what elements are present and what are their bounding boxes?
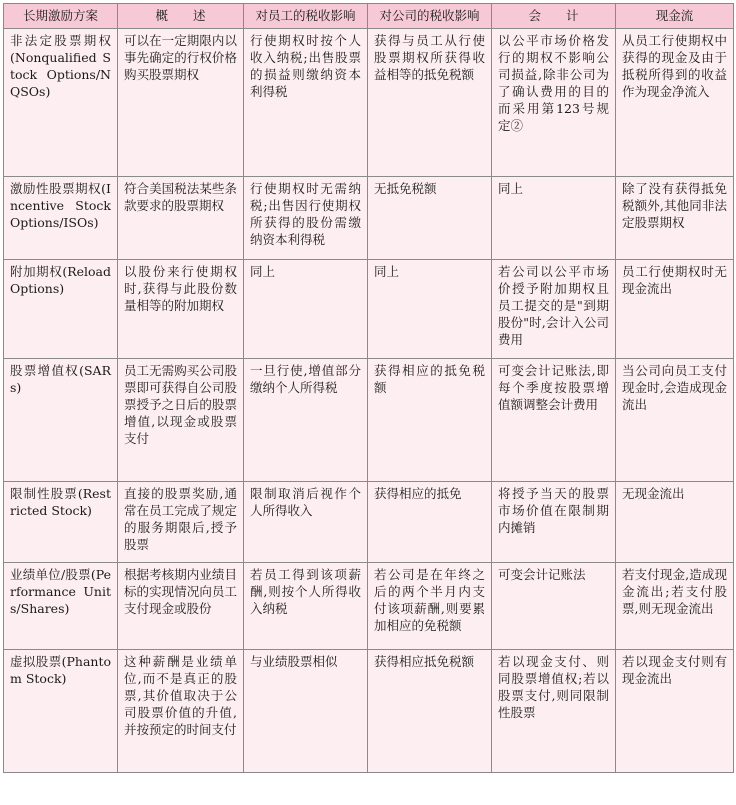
cell-plan: 股票增值权(SARs): [4, 359, 118, 482]
cell-plan: 限制性股票(Restricted Stock): [4, 482, 118, 563]
cell-employee-tax: 同上: [244, 260, 368, 359]
cell-accounting: 可变会计记账法,即每个季度按股票增值额调整会计费用: [492, 359, 616, 482]
cell-cash-flow: 若以现金支付则有现金流出: [616, 650, 734, 773]
cell-overview: 员工无需购买公司股票即可获得自公司股票授予之日后的股票增值,以现金或股票支付: [118, 359, 244, 482]
cell-employee-tax: 一旦行使,增值部分缴纳个人所得税: [244, 359, 368, 482]
cell-plan: 业绩单位/股票(Performance Units/Shares): [4, 563, 118, 650]
cell-company-tax: 获得相应的抵免: [368, 482, 492, 563]
cell-company-tax: 同上: [368, 260, 492, 359]
cell-accounting: 将授予当天的股票市场价值在限制期内摊销: [492, 482, 616, 563]
cell-employee-tax: 若员工得到该项薪酬,则按个人所得收入纳税: [244, 563, 368, 650]
cell-overview: 以股份来行使期权时,获得与此股份数量相等的附加期权: [118, 260, 244, 359]
cell-accounting: 同上: [492, 177, 616, 260]
cell-plan: 虚拟股票(Phantom Stock): [4, 650, 118, 773]
cell-company-tax: 无抵免税额: [368, 177, 492, 260]
cell-cash-flow: 当公司向员工支付现金时,会造成现金流出: [616, 359, 734, 482]
cell-cash-flow: 若支付现金,造成现金流出;若支付股票,则无现金流出: [616, 563, 734, 650]
cell-employee-tax: 行使期权时按个人收入纳税;出售股票的损益则缴纳资本利得税: [244, 29, 368, 177]
header-employee-tax: 对员工的税收影响: [244, 4, 368, 29]
cell-company-tax: 若公司是在年终之后的两个半月内支付该项薪酬,则要累加相应的免税额: [368, 563, 492, 650]
table-row: [4, 177, 734, 260]
cell-employee-tax: 限制取消后视作个人所得收入: [244, 482, 368, 563]
header-cash-flow: 现金流: [616, 4, 734, 29]
header-row: [4, 4, 734, 29]
cell-company-tax: 获得相应抵免税额: [368, 650, 492, 773]
cell-cash-flow: 员工行使期权时无现金流出: [616, 260, 734, 359]
cell-overview: 符合美国税法某些条款要求的股票期权: [118, 177, 244, 260]
table-row: [4, 650, 734, 773]
cell-overview: 可以在一定期限内以事先确定的行权价格购买股票期权: [118, 29, 244, 177]
incentive-table: [3, 3, 734, 773]
header-accounting: 会 计: [492, 4, 616, 29]
cell-company-tax: 获得相应的抵免税额: [368, 359, 492, 482]
cell-plan: 激励性股票期权(Incentive Stock Options/ISOs): [4, 177, 118, 260]
header-plan: 长期激励方案: [4, 4, 118, 29]
cell-cash-flow: 无现金流出: [616, 482, 734, 563]
cell-overview: 直接的股票奖励,通常在员工完成了规定的服务期限后,授予股票: [118, 482, 244, 563]
cell-cash-flow: 除了没有获得抵免税额外,其他同非法定股票期权: [616, 177, 734, 260]
cell-accounting: 可变会计记账法: [492, 563, 616, 650]
table-row: [4, 482, 734, 563]
cell-plan: 附加期权(Reload Options): [4, 260, 118, 359]
cell-overview: 根据考核期内业绩目标的实现情况向员工支付现金或股份: [118, 563, 244, 650]
header-overview: 概 述: [118, 4, 244, 29]
table-row: [4, 260, 734, 359]
table-row: [4, 29, 734, 177]
table-row: [4, 359, 734, 482]
table-row: [4, 563, 734, 650]
cell-plan: 非法定股票期权(Nonqualified Stock Options/NQSOs): [4, 29, 118, 177]
cell-employee-tax: 行使期权时无需纳税;出售因行使期权所获得的股份需缴纳资本利得税: [244, 177, 368, 260]
cell-overview: 这种薪酬是业绩单位,而不是真正的股票,其价值取决于公司股票价值的升值,并按预定的时间支付: [118, 650, 244, 773]
cell-company-tax: 获得与员工从行使股票期权所获得收益相等的抵免税额: [368, 29, 492, 177]
cell-accounting: 若公司以公平市场价授予附加期权且员工提交的是"到期股份"时,会计入公司费用: [492, 260, 616, 359]
cell-accounting: 若以现金支付、则同股票增值权;若以股票支付,则同限制性股票: [492, 650, 616, 773]
header-company-tax: 对公司的税收影响: [368, 4, 492, 29]
cell-cash-flow: 从员工行使期权中获得的现金及由于抵税所得到的收益作为现金净流入: [616, 29, 734, 177]
cell-employee-tax: 与业绩股票相似: [244, 650, 368, 773]
cell-accounting: 以公平市场价格发行的期权不影响公司损益,除非公司为了确认费用的目的而采用第123号规定②: [492, 29, 616, 177]
